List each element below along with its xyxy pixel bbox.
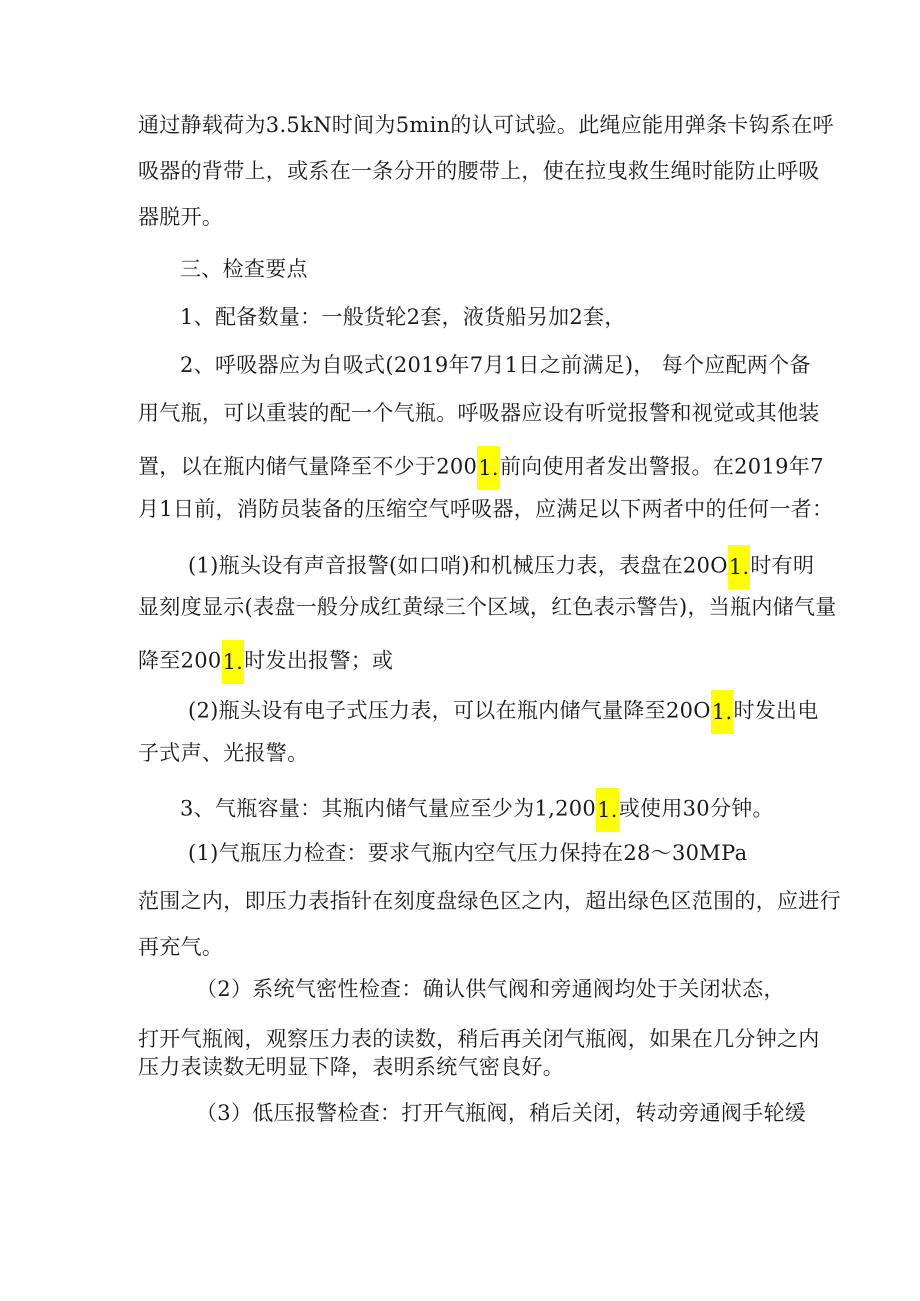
paragraph-line: 吸器的背带上，或系在一条分开的腰带上，使在拉曳救生绳时能防止呼吸 — [138, 159, 820, 183]
paragraph-line — [188, 690, 819, 724]
text-segment: (2)瓶头设有电子式压力表，可以在瓶内储气量降至20O — [188, 698, 711, 723]
paragraph-line — [138, 640, 394, 674]
highlighted-text: 1. — [477, 446, 500, 490]
text-segment: 时发出报警；或 — [244, 648, 394, 673]
paragraph-line: 打开气瓶阀，观察压力表的读数，稍后再关闭气瓶阀，如果在几分钟之内 — [138, 1027, 820, 1051]
paragraph-line: （3）低压报警检查：打开气瓶阀，稍后关闭，转动旁通阀手轮缓 — [196, 1101, 807, 1125]
paragraph-line: 子式声、光报警。 — [138, 741, 309, 765]
text-segment: 前向使用者发出警报。在2019年7 — [499, 454, 824, 479]
paragraph-line: 2、呼吸器应为自吸式(2019年7月1日之前满足)， 每个应配两个备 — [180, 353, 811, 377]
highlighted-text: 1. — [728, 545, 751, 589]
paragraph-line: 显刻度显示(表盘一般分成红黄绿三个区域，红色表示警告)，当瓶内储气量 — [138, 595, 837, 619]
highlighted-text: 1. — [711, 690, 734, 734]
text-segment: 时有明 — [750, 553, 815, 578]
text-segment: 或使用30分钟。 — [618, 796, 774, 821]
paragraph-line — [188, 545, 815, 579]
text-segment: 3、气瓶容量：其瓶内储气量应至少为1,200 — [180, 796, 597, 821]
highlighted-text: 1. — [596, 788, 619, 832]
section-heading: 三、检查要点 — [180, 257, 308, 281]
paragraph-line: 通过静载荷为3.5kN时间为5min的认可试验。此绳应能用弹条卡钩系在呼 — [138, 113, 834, 137]
text-segment: (1)瓶头设有声音报警(如口哨)和机械压力表，表盘在20O — [188, 553, 728, 578]
paragraph-line: 月1日前，消防员装备的压缩空气呼吸器，应满足以下两者中的任何一者： — [138, 497, 834, 521]
text-segment: 降至200 — [138, 648, 222, 673]
highlighted-text: 1. — [222, 640, 245, 684]
paragraph-line — [180, 788, 774, 822]
paragraph-line: (1)气瓶压力检查：要求气瓶内空气压力保持在28～30MPa — [188, 841, 748, 865]
paragraph-line: 用气瓶，可以重装的配一个气瓶。呼吸器应设有听觉报警和视觉或其他装 — [138, 401, 820, 425]
paragraph-line — [138, 446, 824, 480]
paragraph-line: 范围之内，即压力表指针在刻度盘绿色区之内，超出绿色区范围的，应进行 — [138, 889, 841, 913]
text-segment: 置，以在瓶内储气量降至不少于200 — [138, 454, 478, 479]
paragraph-line: 器脱开。 — [138, 205, 224, 229]
text-segment: 时发出电 — [733, 698, 819, 723]
paragraph-line: （2）系统气密性检查：确认供气阀和旁通阀均处于关闭状态， — [196, 977, 785, 1001]
paragraph-line: 1、配备数量：一般货轮2套，液货船另加2套， — [180, 305, 626, 329]
paragraph-line: 压力表读数无明显下降，表明系统气密良好。 — [138, 1055, 564, 1079]
paragraph-line: 再充气。 — [138, 935, 224, 959]
